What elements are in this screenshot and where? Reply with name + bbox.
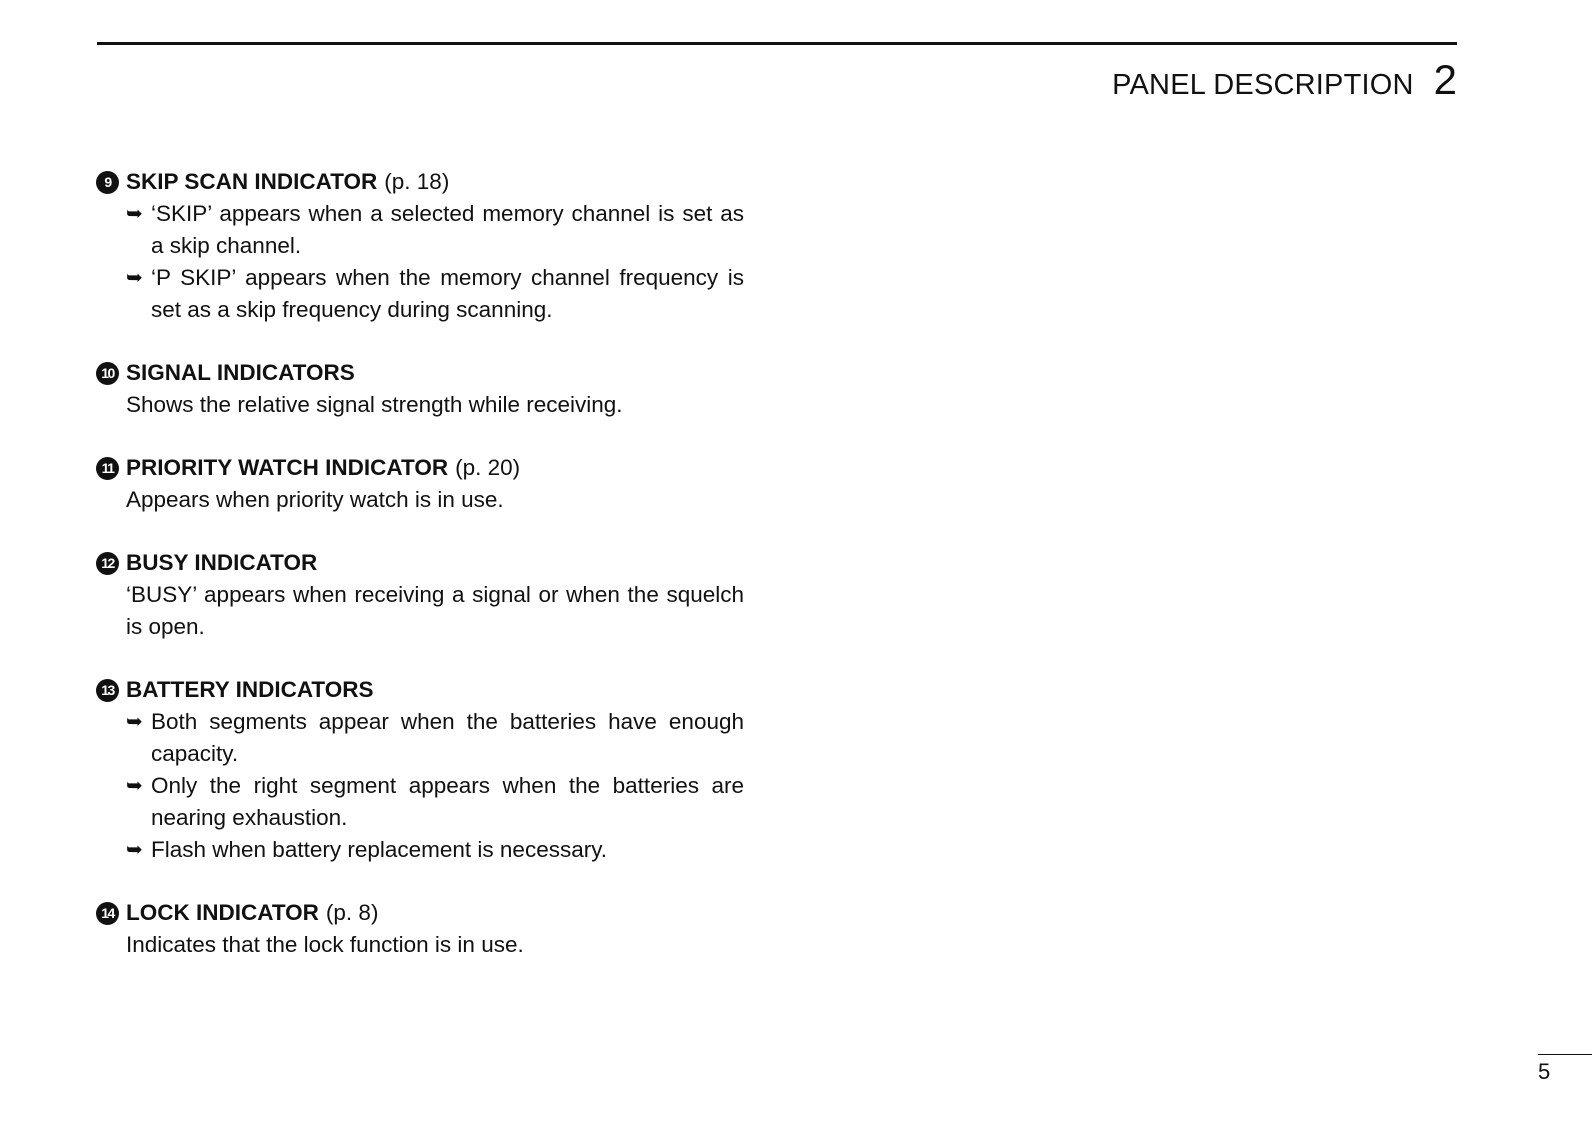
header-rule (97, 42, 1457, 45)
page-header (1112, 56, 1457, 104)
bullet-text: ‘SKIP’ appears when a selected memory channel is set as a skip channel. (151, 201, 744, 258)
item-heading (96, 674, 744, 706)
page-reference: (p. 8) (325, 900, 379, 925)
bullet-text: Both segments appear when the batteries have enough capacity. (151, 709, 744, 766)
item-title: SIGNAL INDICATORS (126, 360, 355, 385)
bullet-item (96, 834, 744, 866)
numbered-circle-icon: 13 (96, 679, 119, 702)
page-number: 5 (1538, 1059, 1551, 1084)
bullet-text: Only the right segment appears when the batteries are nearing exhaustion. (151, 773, 744, 830)
bullet-item (96, 262, 744, 326)
page-reference: (p. 20) (455, 455, 521, 480)
item-description: ‘BUSY’ appears when receiving a signal or when the squelch is open. (126, 582, 744, 639)
item-heading (96, 166, 744, 198)
numbered-circle-icon: 14 (96, 902, 119, 925)
bullet-item (96, 706, 744, 770)
bullet-item (96, 198, 744, 262)
item-heading (96, 452, 744, 484)
item-description: Appears when priority watch is in use. (126, 487, 504, 512)
item-busy-indicator (96, 547, 744, 643)
bullet-item (96, 770, 744, 834)
item-heading (96, 357, 744, 389)
item-battery-indicators (96, 674, 744, 866)
numbered-circle-icon: 9 (96, 171, 119, 194)
chapter-number: 2 (1433, 56, 1457, 103)
item-heading (96, 897, 744, 929)
item-priority-watch-indicator (96, 452, 744, 516)
item-description: Shows the relative signal strength while receiving. (126, 392, 623, 417)
arrow-bullet-icon: ➥ (126, 267, 143, 289)
arrow-bullet-icon: ➥ (126, 203, 143, 225)
arrow-bullet-icon: ➥ (126, 839, 143, 861)
item-description: Indicates that the lock function is in use. (126, 932, 524, 957)
numbered-circle-icon: 12 (96, 552, 119, 575)
item-lock-indicator (96, 897, 744, 961)
page-reference: (p. 18) (384, 169, 450, 194)
numbered-circle-icon: 11 (96, 457, 119, 480)
arrow-bullet-icon: ➥ (126, 775, 143, 797)
bullet-text: ‘P SKIP’ appears when the memory channel frequency is set as a skip frequency during scanning. (151, 265, 744, 322)
item-title: PRIORITY WATCH INDICATOR (126, 455, 449, 480)
indicator-list (96, 166, 744, 992)
footer-rule (1538, 1054, 1592, 1055)
item-skip-scan-indicator (96, 166, 744, 326)
item-title: LOCK INDICATOR (126, 900, 319, 925)
arrow-bullet-icon: ➥ (126, 711, 143, 733)
item-signal-indicators (96, 357, 744, 421)
bullet-text: Flash when battery replacement is necessary. (151, 837, 608, 862)
item-title: SKIP SCAN INDICATOR (126, 169, 378, 194)
item-heading (96, 547, 744, 579)
numbered-circle-icon: 10 (96, 362, 119, 385)
item-title: BATTERY INDICATORS (126, 677, 374, 702)
item-title: BUSY INDICATOR (126, 550, 318, 575)
section-title: PANEL DESCRIPTION (1112, 69, 1414, 101)
